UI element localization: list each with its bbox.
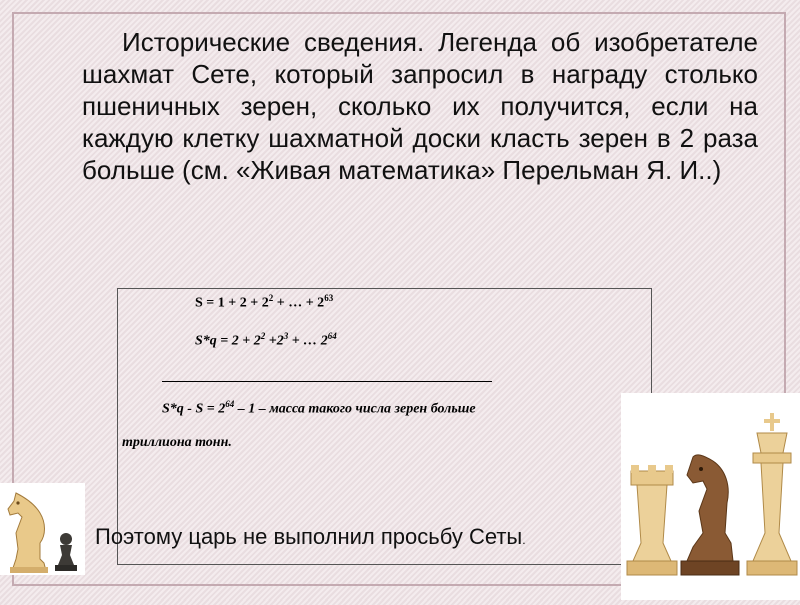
subtraction-line — [162, 381, 492, 382]
chess-pieces-image — [621, 393, 800, 600]
chess-knight-pawn-image — [0, 483, 85, 575]
historical-info-text: Исторические сведения. Легенда об изобретателе шахмат Сете, который запросил в награду столько пшеничных зерен, сколько их получится, если на каждую клетку шахматной доски класть зерен в 2 раза больше (см. «Живая математика» Перельман Я. И..) — [82, 27, 758, 185]
formula-continuation: триллиона тонн. — [122, 435, 232, 450]
chess-knight-and-pawn-icon — [0, 483, 85, 575]
chess-rook-knight-king-icon — [621, 393, 800, 600]
formula-sum-times-q: $S*q = 2 + 2^2 +2^3$ + … $2^{64}$ — [195, 331, 337, 349]
formula-sum: $S = 1 + 2 + 2^2$ + … + $2^{63}$ — [195, 293, 334, 311]
formula-difference: $S*q - S = 2^{64} - 1$ – масса такого числа зерен больше — [162, 399, 476, 417]
conclusion-text: Поэтому царь не выполнил просьбу Сеты. — [95, 524, 526, 549]
